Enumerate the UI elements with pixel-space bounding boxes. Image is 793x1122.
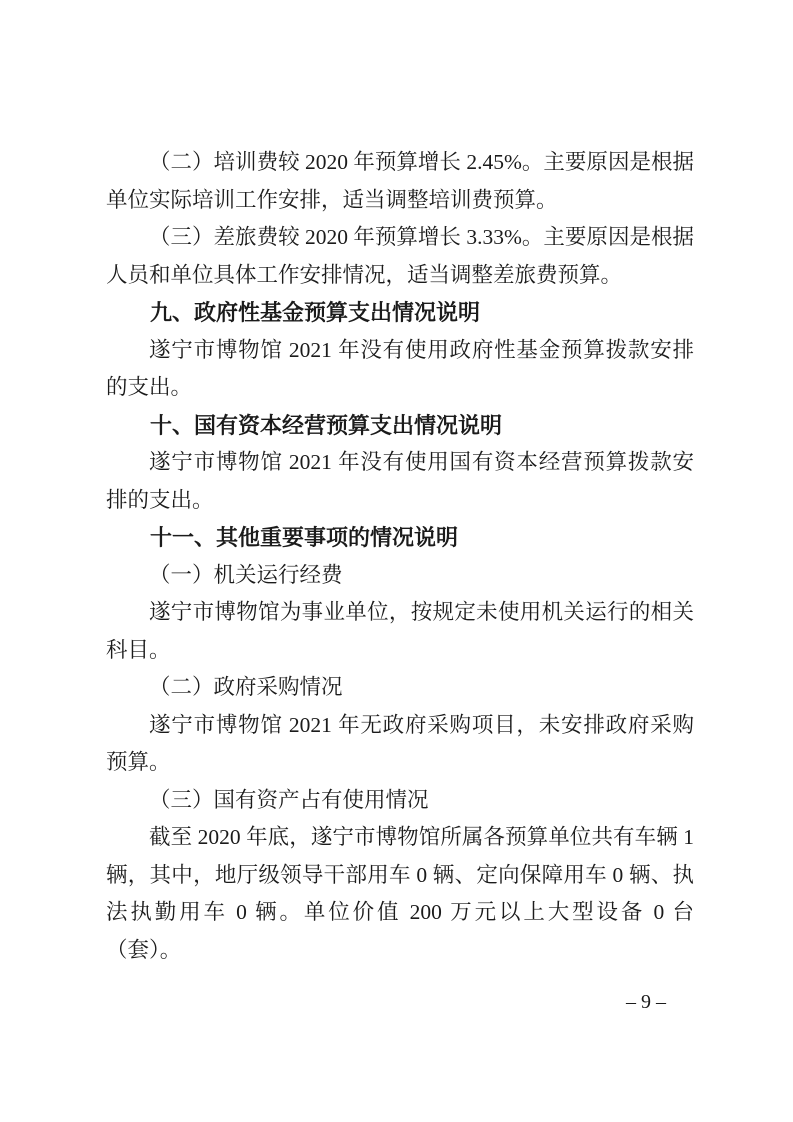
heading-section-11-other-important-matters: 十一、其他重要事项的情况说明 [150, 525, 459, 550]
paragraph-travel-fee-change: （三）差旅费较 2020 年预算增长 3.33%。主要原因是根据人员和单位具体工作安排情况，适当调整差旅费预算。 [106, 225, 694, 287]
subheading-agency-operating-expenses: （一）机关运行经费 [149, 562, 343, 587]
heading-section-10-state-capital-budget: 十、国有资本经营预算支出情况说明 [150, 412, 503, 438]
paragraph-agency-operating-expenses: 遂宁市博物馆为事业单位，按规定未使用机关运行的相关科目。 [106, 600, 694, 662]
subheading-government-procurement: （二）政府采购情况 [149, 675, 343, 699]
page-number: – 9 – [626, 991, 666, 1013]
paragraph-government-fund-budget: 遂宁市博物馆 2021 年没有使用政府性基金预算拨款安排的支出。 [106, 337, 694, 399]
paragraph-state-capital-budget: 遂宁市博物馆 2021 年没有使用国有资本经营预算拨款安排的支出。 [106, 450, 694, 512]
document-body [106, 144, 694, 969]
paragraph-state-owned-assets: 截至 2020 年底，遂宁市博物馆所属各预算单位共有车辆 1 辆，其中，地厅级领导干部用车 0 辆、定向保障用车 0 辆、执法执勤用车 0 辆。单位价值 200 万元以上大型设备 0 台（套）。 [106, 825, 694, 962]
subheading-state-owned-assets: （三）国有资产占有使用情况 [149, 787, 429, 812]
heading-section-9-government-fund-budget: 九、政府性基金预算支出情况说明 [150, 300, 481, 325]
paragraph-training-fee-change: （二）培训费较 2020 年预算增长 2.45%。主要原因是根据单位实际培训工作安排，适当调整培训费预算。 [106, 150, 694, 212]
paragraph-government-procurement: 遂宁市博物馆 2021 年无政府采购项目，未安排政府采购预算。 [106, 712, 694, 774]
